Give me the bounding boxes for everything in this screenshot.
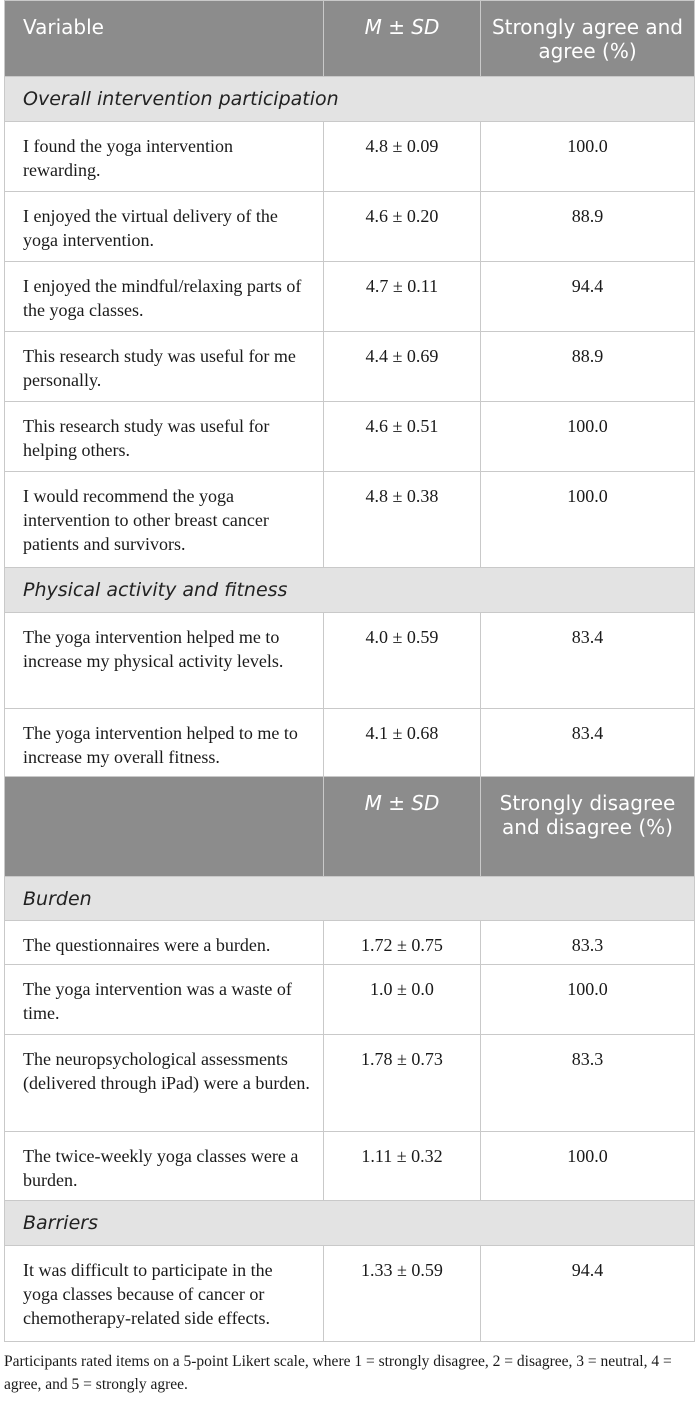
table-row: [5, 472, 695, 568]
table-row: [5, 262, 695, 332]
table-row: [5, 122, 695, 192]
percent-value: 100.0: [481, 402, 695, 472]
section-title: Physical activity and fitness: [5, 568, 695, 613]
mean-sd-value: 4.8 ± 0.09: [324, 122, 481, 192]
header-disagree-pct: Strongly disagree and disagree (%): [481, 777, 695, 877]
survey-results-table: [4, 0, 695, 1342]
percent-value: 100.0: [481, 472, 695, 568]
item-text: This research study was useful for me personally.: [5, 332, 324, 402]
table-subheader-row: [5, 777, 695, 877]
table-row: [5, 402, 695, 472]
item-text: The twice-weekly yoga classes were a burden.: [5, 1132, 324, 1201]
percent-value: 83.3: [481, 921, 695, 965]
section-title: Barriers: [5, 1201, 695, 1246]
percent-value: 100.0: [481, 122, 695, 192]
percent-value: 94.4: [481, 262, 695, 332]
mean-sd-value: 1.11 ± 0.32: [324, 1132, 481, 1201]
section-row: [5, 1201, 695, 1246]
section-row: [5, 77, 695, 122]
mean-sd-value: 4.6 ± 0.51: [324, 402, 481, 472]
item-text: The questionnaires were a burden.: [5, 921, 324, 965]
section-row: [5, 568, 695, 613]
table-row: [5, 1246, 695, 1342]
mean-sd-value: 1.33 ± 0.59: [324, 1246, 481, 1342]
table-row: [5, 192, 695, 262]
item-text: I found the yoga intervention rewarding.: [5, 122, 324, 192]
percent-value: 83.4: [481, 613, 695, 709]
mean-sd-value: 4.0 ± 0.59: [324, 613, 481, 709]
item-text: The yoga intervention helped to me to increase my overall fitness.: [5, 709, 324, 777]
item-text: The yoga intervention helped me to increase my physical activity levels.: [5, 613, 324, 709]
table-footnote: Participants rated items on a 5-point Likert scale, where 1 = strongly disagree, 2 = disagree, 3 = neutral, 4 = agree, and 5 = strongly agree.: [4, 1353, 672, 1393]
percent-value: 83.4: [481, 709, 695, 777]
table-row: [5, 921, 695, 965]
header-mean-sd: M ± SD: [324, 777, 481, 877]
percent-value: 94.4: [481, 1246, 695, 1342]
table-row: [5, 613, 695, 709]
mean-sd-value: 1.72 ± 0.75: [324, 921, 481, 965]
mean-sd-value: 4.1 ± 0.68: [324, 709, 481, 777]
table-row: [5, 332, 695, 402]
header-variable-blank: [5, 777, 324, 877]
mean-sd-value: 4.7 ± 0.11: [324, 262, 481, 332]
item-text: I enjoyed the mindful/relaxing parts of the yoga classes.: [5, 262, 324, 332]
table-row: [5, 1132, 695, 1201]
mean-sd-value: 1.78 ± 0.73: [324, 1035, 481, 1132]
percent-value: 100.0: [481, 1132, 695, 1201]
mean-sd-value: 4.8 ± 0.38: [324, 472, 481, 568]
item-text: This research study was useful for helping others.: [5, 402, 324, 472]
mean-sd-value: 1.0 ± 0.0: [324, 965, 481, 1035]
section-title: Overall intervention participation: [5, 77, 695, 122]
item-text: The neuropsychological assessments (delivered through iPad) were a burden.: [5, 1035, 324, 1132]
table-row: [5, 709, 695, 777]
percent-value: 88.9: [481, 332, 695, 402]
item-text: I would recommend the yoga intervention to other breast cancer patients and survivors.: [5, 472, 324, 568]
header-mean-sd: M ± SD: [324, 1, 481, 77]
section-title: Burden: [5, 877, 695, 921]
table-header-row: [5, 1, 695, 77]
table-row: [5, 1035, 695, 1132]
section-row: [5, 877, 695, 921]
mean-sd-value: 4.6 ± 0.20: [324, 192, 481, 262]
item-text: It was difficult to participate in the yoga classes because of cancer or chemotherapy-related side effects.: [5, 1246, 324, 1342]
table-row: [5, 965, 695, 1035]
header-variable: Variable: [5, 1, 324, 77]
percent-value: 83.3: [481, 1035, 695, 1132]
item-text: I enjoyed the virtual delivery of the yoga intervention.: [5, 192, 324, 262]
percent-value: 100.0: [481, 965, 695, 1035]
percent-value: 88.9: [481, 192, 695, 262]
item-text: The yoga intervention was a waste of time.: [5, 965, 324, 1035]
header-agree-pct: Strongly agree and agree (%): [481, 1, 695, 77]
mean-sd-value: 4.4 ± 0.69: [324, 332, 481, 402]
